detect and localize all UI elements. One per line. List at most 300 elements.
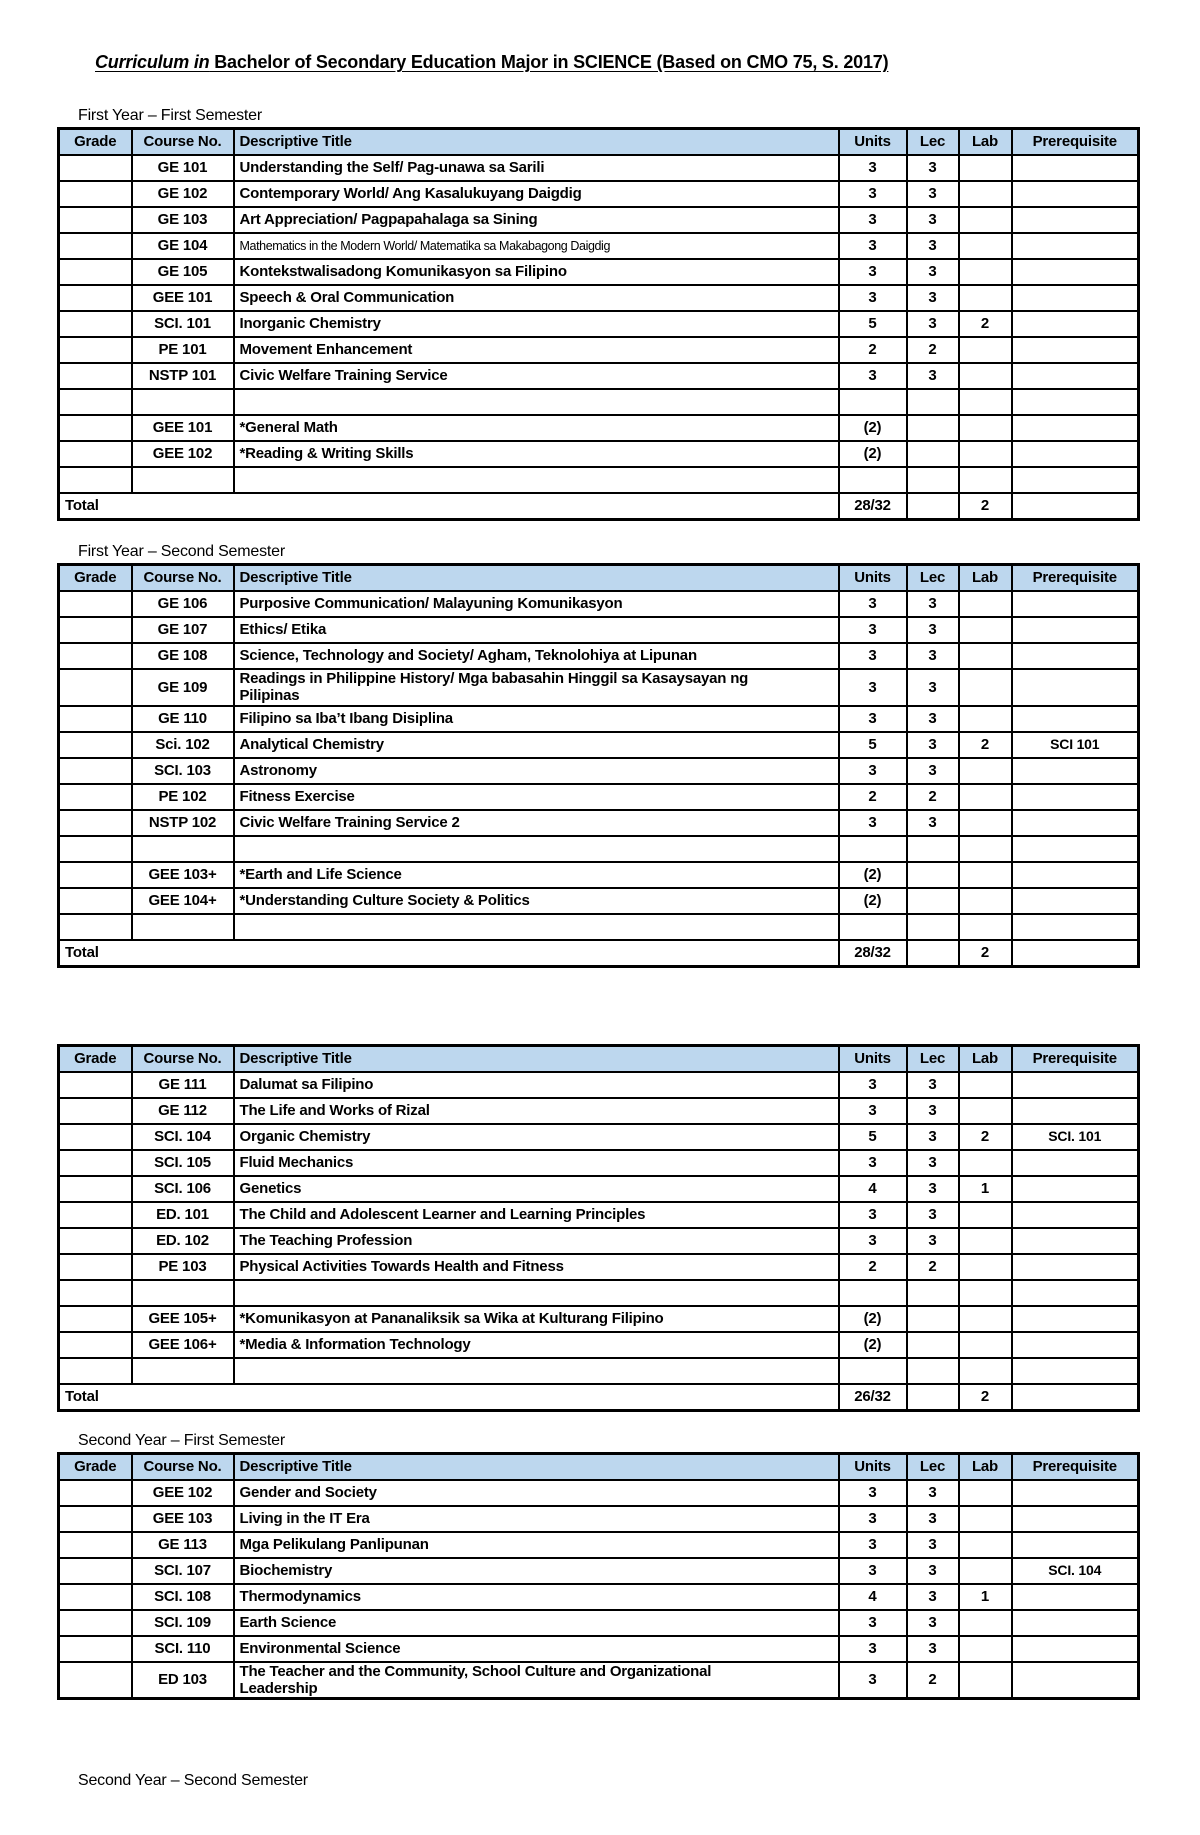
title-column-header: Descriptive Title xyxy=(234,1045,839,1072)
prereq-cell xyxy=(1012,1636,1139,1662)
lec-cell xyxy=(907,836,959,862)
course-no-column-header: Course No. xyxy=(132,1453,234,1480)
grade-cell xyxy=(59,732,132,758)
title-cell: Kontekstwalisadong Komunikasyon sa Filipino xyxy=(234,259,839,285)
lec-cell: 3 xyxy=(907,591,959,617)
lec-cell: 3 xyxy=(907,1480,959,1506)
grade-column-header: Grade xyxy=(59,1453,132,1480)
units-cell: (2) xyxy=(839,415,907,441)
units-cell: 3 xyxy=(839,1662,907,1699)
prereq-cell xyxy=(1012,181,1139,207)
lec-cell: 3 xyxy=(907,311,959,337)
lab-cell xyxy=(959,285,1012,311)
lab-cell xyxy=(959,914,1012,940)
prereq-cell xyxy=(1012,617,1139,643)
lec-cell xyxy=(907,467,959,493)
lab-cell xyxy=(959,1306,1012,1332)
curriculum-table xyxy=(57,1044,1140,1412)
total-lec-cell xyxy=(907,493,959,520)
prereq-cell xyxy=(1012,389,1139,415)
lec-column-header: Lec xyxy=(907,565,959,592)
lec-cell xyxy=(907,888,959,914)
prereq-cell xyxy=(1012,914,1139,940)
title-cell: Living in the IT Era xyxy=(234,1506,839,1532)
course-no-cell: SCI. 101 xyxy=(132,311,234,337)
units-cell: 5 xyxy=(839,732,907,758)
course-no-cell xyxy=(132,1280,234,1306)
course-no-cell: SCI. 107 xyxy=(132,1558,234,1584)
units-cell: 3 xyxy=(839,1506,907,1532)
grade-cell xyxy=(59,669,132,706)
prereq-cell xyxy=(1012,1610,1139,1636)
title-cell: Science, Technology and Society/ Agham, Teknolohiya at Lipunan xyxy=(234,643,839,669)
lec-cell: 3 xyxy=(907,1228,959,1254)
units-cell: 3 xyxy=(839,1558,907,1584)
prereq-cell xyxy=(1012,1228,1139,1254)
lab-cell xyxy=(959,1098,1012,1124)
course-no-cell: GEE 102 xyxy=(132,441,234,467)
grade-cell xyxy=(59,181,132,207)
title-cell: Civic Welfare Training Service xyxy=(234,363,839,389)
grade-cell xyxy=(59,441,132,467)
section-heading: First Year – First Semester xyxy=(78,107,262,124)
prereq-cell xyxy=(1012,1584,1139,1610)
lec-cell: 3 xyxy=(907,207,959,233)
lec-cell: 3 xyxy=(907,706,959,732)
lab-cell xyxy=(959,1280,1012,1306)
units-cell: 3 xyxy=(839,259,907,285)
lab-cell xyxy=(959,415,1012,441)
prereq-cell xyxy=(1012,836,1139,862)
units-cell: 3 xyxy=(839,285,907,311)
lab-cell xyxy=(959,1358,1012,1384)
units-cell: 3 xyxy=(839,1480,907,1506)
grade-column-header: Grade xyxy=(59,129,132,156)
prereq-cell xyxy=(1012,1176,1139,1202)
title-cell: Mathematics in the Modern World/ Matematika sa Makabagong Daigdig xyxy=(234,233,839,259)
course-row xyxy=(59,888,1139,914)
table-header-row xyxy=(59,565,1139,592)
section-heading: Second Year – First Semester xyxy=(78,1431,285,1449)
curriculum-table xyxy=(57,563,1140,968)
prereq-cell xyxy=(1012,155,1139,181)
title-cell: Art Appreciation/ Pagpapahalaga sa Sining xyxy=(234,207,839,233)
units-cell: 3 xyxy=(839,1202,907,1228)
lab-cell xyxy=(959,1228,1012,1254)
grade-cell xyxy=(59,1202,132,1228)
title-cell: Contemporary World/ Ang Kasalukuyang Daigdig xyxy=(234,181,839,207)
lec-column-header: Lec xyxy=(907,129,959,156)
course-no-cell: GE 106 xyxy=(132,591,234,617)
grade-cell xyxy=(59,1610,132,1636)
lec-cell: 3 xyxy=(907,1098,959,1124)
title-cell: The Teaching Profession xyxy=(234,1228,839,1254)
total-prereq-cell xyxy=(1012,493,1139,520)
lab-cell xyxy=(959,363,1012,389)
lab-column-header: Lab xyxy=(959,565,1012,592)
prereq-column-header: Prerequisite xyxy=(1012,565,1139,592)
units-cell: 3 xyxy=(839,1610,907,1636)
course-row xyxy=(59,155,1139,181)
total-row xyxy=(59,493,1139,520)
course-no-cell: GEE 101 xyxy=(132,415,234,441)
course-no-cell: PE 103 xyxy=(132,1254,234,1280)
course-no-cell: GE 113 xyxy=(132,1532,234,1558)
units-cell: 3 xyxy=(839,155,907,181)
course-row xyxy=(59,591,1139,617)
empty-row xyxy=(59,467,1139,493)
grade-column-header: Grade xyxy=(59,565,132,592)
lec-cell xyxy=(907,914,959,940)
grade-cell xyxy=(59,914,132,940)
course-row xyxy=(59,810,1139,836)
units-cell: 2 xyxy=(839,1254,907,1280)
course-no-cell: GE 103 xyxy=(132,207,234,233)
prereq-cell xyxy=(1012,337,1139,363)
prereq-cell xyxy=(1012,1072,1139,1098)
grade-cell xyxy=(59,311,132,337)
course-no-cell: GE 105 xyxy=(132,259,234,285)
total-units-cell: 28/32 xyxy=(839,493,907,520)
lec-column-header: Lec xyxy=(907,1453,959,1480)
lab-cell: 2 xyxy=(959,732,1012,758)
page-title xyxy=(95,52,1200,73)
grade-cell xyxy=(59,1228,132,1254)
units-cell xyxy=(839,914,907,940)
section-unlabeled-semester xyxy=(0,1044,1200,1412)
units-cell: 3 xyxy=(839,1072,907,1098)
prereq-cell: SCI 101 xyxy=(1012,732,1139,758)
total-units-cell: 26/32 xyxy=(839,1384,907,1411)
lec-column-header: Lec xyxy=(907,1045,959,1072)
course-no-cell: GE 107 xyxy=(132,617,234,643)
course-row xyxy=(59,259,1139,285)
grade-cell xyxy=(59,415,132,441)
grade-cell xyxy=(59,1506,132,1532)
prereq-cell xyxy=(1012,233,1139,259)
lab-cell xyxy=(959,591,1012,617)
course-no-cell: SCI. 105 xyxy=(132,1150,234,1176)
course-no-cell: GEE 106+ xyxy=(132,1332,234,1358)
course-no-column-header: Course No. xyxy=(132,129,234,156)
course-no-cell: ED. 101 xyxy=(132,1202,234,1228)
title-cell: Biochemistry xyxy=(234,1558,839,1584)
title-cell: *Earth and Life Science xyxy=(234,862,839,888)
prereq-column-header: Prerequisite xyxy=(1012,1453,1139,1480)
lab-cell xyxy=(959,233,1012,259)
title-cell: Filipino sa Iba’t Ibang Disiplina xyxy=(234,706,839,732)
total-label-cell: Total xyxy=(59,940,839,967)
total-label-cell: Total xyxy=(59,1384,839,1411)
units-cell: 3 xyxy=(839,1150,907,1176)
lab-cell: 1 xyxy=(959,1584,1012,1610)
course-row xyxy=(59,415,1139,441)
course-row xyxy=(59,363,1139,389)
lab-column-header: Lab xyxy=(959,129,1012,156)
prereq-cell xyxy=(1012,1150,1139,1176)
grade-cell xyxy=(59,617,132,643)
grade-cell xyxy=(59,1584,132,1610)
lab-cell xyxy=(959,467,1012,493)
title-cell: *Komunikasyon at Pananaliksik sa Wika at Kulturang Filipino xyxy=(234,1306,839,1332)
units-cell: 3 xyxy=(839,181,907,207)
title-cell: Gender and Society xyxy=(234,1480,839,1506)
lab-cell xyxy=(959,441,1012,467)
page-title-italic-part: Curriculum in xyxy=(95,52,210,72)
prereq-column-header: Prerequisite xyxy=(1012,1045,1139,1072)
title-cell: Fitness Exercise xyxy=(234,784,839,810)
grade-cell xyxy=(59,591,132,617)
lab-cell: 2 xyxy=(959,1124,1012,1150)
prereq-cell xyxy=(1012,285,1139,311)
grade-cell xyxy=(59,337,132,363)
grade-column-header: Grade xyxy=(59,1045,132,1072)
lab-column-header: Lab xyxy=(959,1453,1012,1480)
total-prereq-cell xyxy=(1012,940,1139,967)
course-no-cell: SCI. 103 xyxy=(132,758,234,784)
grade-cell xyxy=(59,285,132,311)
grade-cell xyxy=(59,259,132,285)
grade-cell xyxy=(59,1332,132,1358)
grade-cell xyxy=(59,1358,132,1384)
title-cell: The Life and Works of Rizal xyxy=(234,1098,839,1124)
table-header-row xyxy=(59,1453,1139,1480)
prereq-cell xyxy=(1012,862,1139,888)
course-row xyxy=(59,1072,1139,1098)
lec-cell: 3 xyxy=(907,181,959,207)
lec-cell xyxy=(907,1280,959,1306)
course-no-cell: GEE 105+ xyxy=(132,1306,234,1332)
total-row xyxy=(59,940,1139,967)
grade-cell xyxy=(59,1150,132,1176)
prereq-cell xyxy=(1012,441,1139,467)
title-cell: Dalumat sa Filipino xyxy=(234,1072,839,1098)
empty-row xyxy=(59,836,1139,862)
grade-cell xyxy=(59,207,132,233)
units-cell: 2 xyxy=(839,337,907,363)
grade-cell xyxy=(59,1254,132,1280)
units-cell: 2 xyxy=(839,784,907,810)
course-no-cell: SCI. 110 xyxy=(132,1636,234,1662)
title-column-header: Descriptive Title xyxy=(234,129,839,156)
lec-cell xyxy=(907,1332,959,1358)
course-no-cell: GE 112 xyxy=(132,1098,234,1124)
table-header-row xyxy=(59,129,1139,156)
units-cell: (2) xyxy=(839,441,907,467)
course-row xyxy=(59,643,1139,669)
title-cell xyxy=(234,389,839,415)
prereq-cell xyxy=(1012,259,1139,285)
course-row xyxy=(59,617,1139,643)
units-cell: 3 xyxy=(839,207,907,233)
curriculum-table xyxy=(57,127,1140,521)
title-column-header: Descriptive Title xyxy=(234,565,839,592)
lab-column-header: Lab xyxy=(959,1045,1012,1072)
course-no-cell: GEE 102 xyxy=(132,1480,234,1506)
course-no-cell: GE 109 xyxy=(132,669,234,706)
grade-cell xyxy=(59,1636,132,1662)
lec-cell: 3 xyxy=(907,285,959,311)
course-row xyxy=(59,1254,1139,1280)
lab-cell xyxy=(959,1254,1012,1280)
total-lab-cell: 2 xyxy=(959,1384,1012,1411)
grade-cell xyxy=(59,706,132,732)
prereq-cell xyxy=(1012,1532,1139,1558)
course-no-cell xyxy=(132,467,234,493)
lec-cell: 3 xyxy=(907,669,959,706)
course-no-cell: NSTP 101 xyxy=(132,363,234,389)
lec-cell xyxy=(907,1358,959,1384)
units-cell: (2) xyxy=(839,888,907,914)
course-no-column-header: Course No. xyxy=(132,1045,234,1072)
units-cell: 3 xyxy=(839,643,907,669)
prereq-cell xyxy=(1012,1662,1139,1699)
course-row xyxy=(59,1480,1139,1506)
title-column-header: Descriptive Title xyxy=(234,1453,839,1480)
course-no-cell: GEE 104+ xyxy=(132,888,234,914)
section-first-year-second-semester xyxy=(0,543,1200,968)
course-row xyxy=(59,1610,1139,1636)
lab-cell xyxy=(959,1610,1012,1636)
course-no-cell: ED. 102 xyxy=(132,1228,234,1254)
lab-cell xyxy=(959,259,1012,285)
prereq-cell: SCI. 101 xyxy=(1012,1124,1139,1150)
total-lab-cell: 2 xyxy=(959,940,1012,967)
title-cell: Readings in Philippine History/ Mga babasahin Hinggil sa Kasaysayan ng Pilipinas xyxy=(234,669,839,706)
lec-cell: 3 xyxy=(907,1202,959,1228)
grade-cell xyxy=(59,1558,132,1584)
title-cell: The Child and Adolescent Learner and Learning Principles xyxy=(234,1202,839,1228)
prereq-column-header: Prerequisite xyxy=(1012,129,1139,156)
course-row xyxy=(59,337,1139,363)
title-cell: *General Math xyxy=(234,415,839,441)
prereq-cell xyxy=(1012,415,1139,441)
prereq-cell xyxy=(1012,810,1139,836)
units-cell: 4 xyxy=(839,1176,907,1202)
prereq-cell xyxy=(1012,1506,1139,1532)
prereq-cell xyxy=(1012,1202,1139,1228)
units-cell xyxy=(839,1358,907,1384)
course-row xyxy=(59,1584,1139,1610)
lec-cell: 3 xyxy=(907,155,959,181)
units-cell: 3 xyxy=(839,669,907,706)
course-no-cell xyxy=(132,1358,234,1384)
grade-cell xyxy=(59,784,132,810)
course-row xyxy=(59,862,1139,888)
units-cell: 3 xyxy=(839,1098,907,1124)
course-row xyxy=(59,784,1139,810)
course-no-cell xyxy=(132,914,234,940)
lec-cell xyxy=(907,389,959,415)
course-no-cell: GE 108 xyxy=(132,643,234,669)
units-cell: 3 xyxy=(839,758,907,784)
lab-cell: 1 xyxy=(959,1176,1012,1202)
lab-cell xyxy=(959,207,1012,233)
prereq-cell xyxy=(1012,643,1139,669)
lec-cell: 3 xyxy=(907,1124,959,1150)
prereq-cell: SCI. 104 xyxy=(1012,1558,1139,1584)
section-first-year-first-semester xyxy=(0,107,1200,521)
lec-cell: 2 xyxy=(907,1254,959,1280)
lec-cell: 3 xyxy=(907,1506,959,1532)
units-cell: 3 xyxy=(839,1228,907,1254)
course-no-cell: SCI. 106 xyxy=(132,1176,234,1202)
title-cell: Civic Welfare Training Service 2 xyxy=(234,810,839,836)
total-lec-cell xyxy=(907,940,959,967)
title-cell: Movement Enhancement xyxy=(234,337,839,363)
lab-cell xyxy=(959,337,1012,363)
lec-cell: 3 xyxy=(907,1532,959,1558)
course-row xyxy=(59,1636,1139,1662)
lec-cell: 3 xyxy=(907,259,959,285)
lec-cell xyxy=(907,1306,959,1332)
lab-cell xyxy=(959,643,1012,669)
units-cell: 5 xyxy=(839,1124,907,1150)
lab-cell xyxy=(959,706,1012,732)
course-row xyxy=(59,181,1139,207)
lec-cell: 3 xyxy=(907,1584,959,1610)
title-cell: Environmental Science xyxy=(234,1636,839,1662)
empty-row xyxy=(59,1358,1139,1384)
title-cell: Ethics/ Etika xyxy=(234,617,839,643)
title-cell: *Reading & Writing Skills xyxy=(234,441,839,467)
lab-cell xyxy=(959,669,1012,706)
title-cell: Inorganic Chemistry xyxy=(234,311,839,337)
total-row xyxy=(59,1384,1139,1411)
total-lec-cell xyxy=(907,1384,959,1411)
total-label-cell: Total xyxy=(59,493,839,520)
grade-cell xyxy=(59,758,132,784)
units-column-header: Units xyxy=(839,565,907,592)
course-no-cell: SCI. 108 xyxy=(132,1584,234,1610)
empty-row xyxy=(59,389,1139,415)
units-cell: 3 xyxy=(839,706,907,732)
lab-cell xyxy=(959,810,1012,836)
lec-cell: 3 xyxy=(907,643,959,669)
title-cell: Earth Science xyxy=(234,1610,839,1636)
course-row xyxy=(59,706,1139,732)
lab-cell xyxy=(959,1558,1012,1584)
prereq-cell xyxy=(1012,1306,1139,1332)
course-row xyxy=(59,1098,1139,1124)
lec-cell xyxy=(907,415,959,441)
lab-cell xyxy=(959,1202,1012,1228)
table-header-row xyxy=(59,1045,1139,1072)
prereq-cell xyxy=(1012,1280,1139,1306)
prereq-cell xyxy=(1012,669,1139,706)
course-row xyxy=(59,311,1139,337)
course-row xyxy=(59,1202,1139,1228)
course-row xyxy=(59,1150,1139,1176)
units-cell xyxy=(839,1280,907,1306)
units-cell: 3 xyxy=(839,1636,907,1662)
lec-cell: 3 xyxy=(907,810,959,836)
course-row xyxy=(59,1228,1139,1254)
course-no-cell: GE 104 xyxy=(132,233,234,259)
lec-cell: 3 xyxy=(907,1072,959,1098)
section-heading: First Year – Second Semester xyxy=(78,543,285,560)
title-cell: *Media & Information Technology xyxy=(234,1332,839,1358)
lec-cell: 3 xyxy=(907,732,959,758)
title-cell: Speech & Oral Communication xyxy=(234,285,839,311)
course-no-cell xyxy=(132,836,234,862)
units-column-header: Units xyxy=(839,1453,907,1480)
lec-cell xyxy=(907,441,959,467)
grade-cell xyxy=(59,1532,132,1558)
title-cell: Purposive Communication/ Malayuning Komunikasyon xyxy=(234,591,839,617)
units-cell: (2) xyxy=(839,1332,907,1358)
course-row xyxy=(59,285,1139,311)
